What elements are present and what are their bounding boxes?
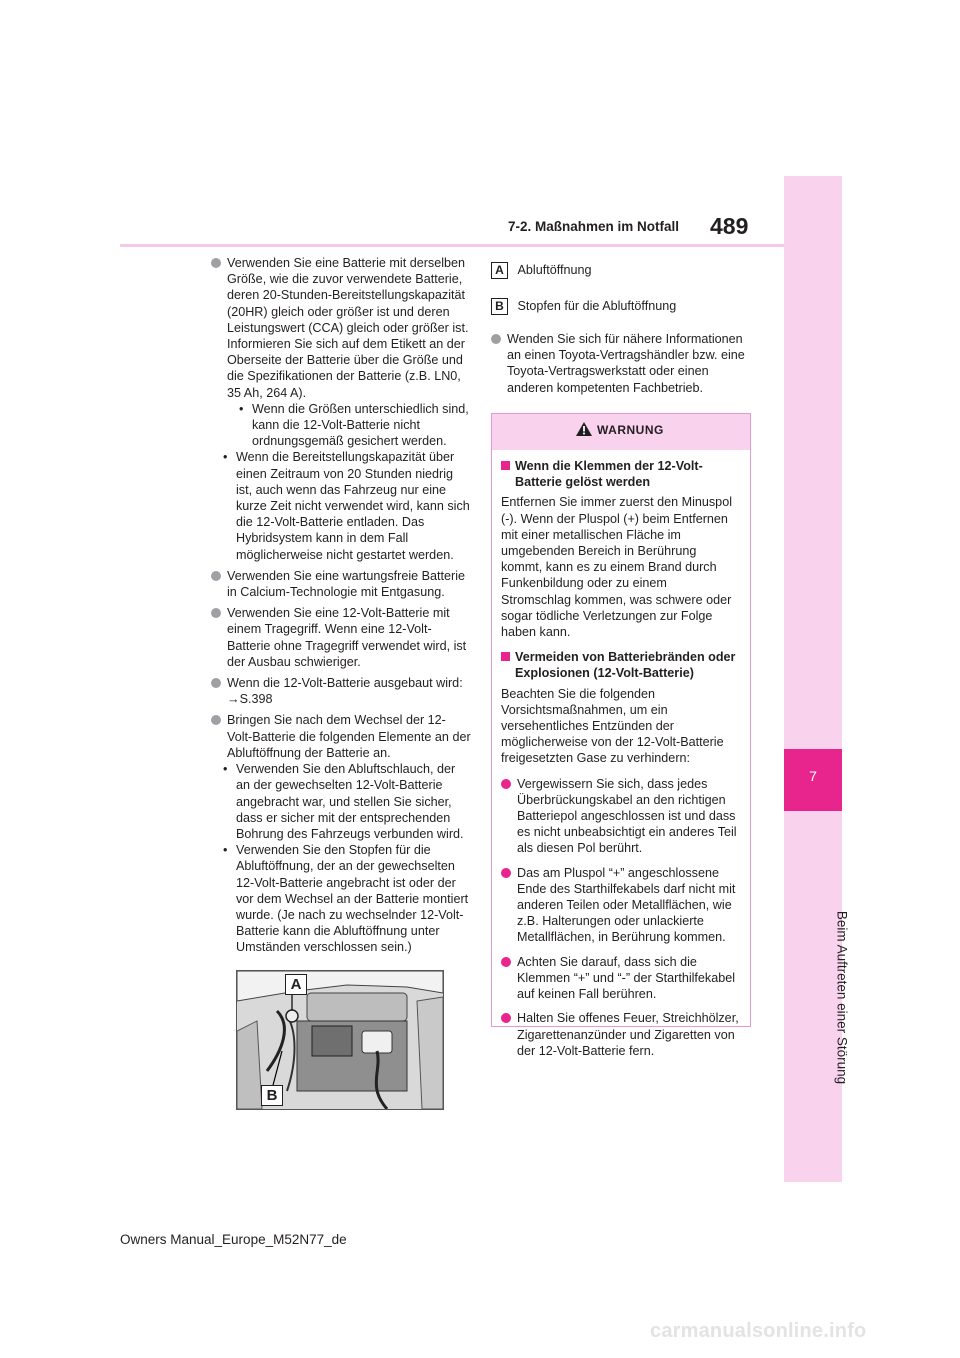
list-item: Wenn die 12-Volt-Batterie ausgebaut wird: →S.398 xyxy=(211,675,471,707)
warning-paragraph: Beachten Sie die folgenden Vorsichtsmaßnahmen, um ein versehentliches Entzünden der möglicherweise von der 12-Volt-Batterie freigesetzten Gase zu verhindern: xyxy=(501,686,724,766)
warning-header xyxy=(492,414,750,450)
figure-label-b: B xyxy=(261,1085,283,1106)
warning-title: WARNUNG xyxy=(597,423,664,437)
warning-bullet: Halten Sie offenes Feuer, Streichhölzer, Zigarettenanzünder und Zigaretten von der 12-Volt-Batterie fern. xyxy=(501,1010,740,1059)
bullet-text: Bringen Sie nach dem Wechsel der 12-Volt-Batterie die folgenden Elemente an der Abluftöffnung der Batterie an. xyxy=(227,713,471,760)
warning-triangle-icon xyxy=(575,421,593,437)
list-item xyxy=(211,712,471,955)
warning-heading: Vermeiden von Batteriebränden oder Explosionen (12-Volt-Batterie) xyxy=(501,649,740,681)
right-bullets xyxy=(491,331,749,401)
warning-paragraph: Entfernen Sie immer zuerst den Minuspol (-). Wenn der Pluspol (+) beim Entfernen mit einer metallischen Fläche im umgebenden Bereich in Berührung kommt, kann es zu einem Brand durch Funkenbildung oder zu einem Stromschlag kommen, was schwere oder sogar tödliche Verletzungen zur Folge haben kann. xyxy=(501,495,732,640)
manual-footer: Owners Manual_Europe_M52N77_de xyxy=(120,1232,347,1247)
chapter-title: Beim Auftreten einer Störung xyxy=(834,910,850,1085)
warning-body xyxy=(492,450,750,1059)
sub-item: • Wenn die Größen unterschiedlich sind, kann die 12-Volt-Batterie nicht ordnungsgemäß gesichert werden. xyxy=(227,401,471,450)
list-item xyxy=(211,255,471,563)
chapter-side-tab xyxy=(784,176,842,1182)
warning-bullet: Achten Sie darauf, dass sich die Klemmen “+” und “-” der Starthilfekabel auf keinen Fall berühren. xyxy=(501,954,740,1003)
sub-item: • Verwenden Sie den Abluftschlauch, der an der gewechselten 12-Volt-Batterie angebracht war, und stellen Sie sicher, dass er sicher mit der entsprechenden Bohrung des Fahrzeugs verbunden wird. xyxy=(211,761,471,842)
legend-letter-a: A xyxy=(491,262,508,279)
legend-item-b xyxy=(491,298,751,318)
bullet-text: Verwenden Sie eine Batterie mit derselben Größe, wie die zuvor verwendete Batterie, deren 20-Stunden-Bereitstellungskapazität (20HR) gleich oder größer ist und deren Leistungswert (CCA) gleich oder größer ist. Informieren Sie sich auf dem Etikett an der Oberseite der Batterie über die Größe und die Spezifikationen der Batterie (z.B. LN0, 35 Ah, 264 A). xyxy=(227,256,469,400)
list-item: Wenden Sie sich für nähere Informationen an einen Toyota-Vertragshändler bzw. eine Toyota-Vertragswerkstatt oder einen anderen kompetenten Fachbetrieb. xyxy=(491,331,749,396)
figure-label-a: A xyxy=(285,974,307,995)
list-item: Verwenden Sie eine 12-Volt-Batterie mit einem Tragegriff. Wenn eine 12-Volt-Batterie ohne Tragegriff verwendet wird, ist der Ausbau schwieriger. xyxy=(211,605,471,670)
page-number: 489 xyxy=(710,213,749,239)
figure-legend xyxy=(491,262,751,318)
section-title: 7-2. Maßnahmen im Notfall xyxy=(508,219,680,234)
left-column xyxy=(211,255,471,961)
sub-item: • Verwenden Sie den Stopfen für die Abluftöffnung, der an der gewechselten 12-Volt-Batterie angebracht ist oder der vor dem Wechsel an der Batterie montiert wurde. (Je nach zu wechselnder 12-Volt-Batterie kann die Abluftöffnung unter Umständen verschlossen sein.) xyxy=(211,842,471,955)
warning-bullet: Das am Pluspol “+” angeschlossene Ende des Starthilfekabels darf nicht mit anderen Teilen oder Metallflächen, wie z.B. Halterungen oder unlackierte Metallflächen, in Berührung kommen. xyxy=(501,865,740,946)
legend-text-a: Abluftöffnung xyxy=(517,263,592,277)
battery-vent-figure xyxy=(236,970,444,1110)
warning-box xyxy=(491,413,751,1058)
list-item: Verwenden Sie eine wartungsfreie Batterie in Calcium-Technologie mit Entgasung. xyxy=(211,568,471,600)
warning-bullet: Vergewissern Sie sich, dass jedes Überbrückungskabel an den richtigen Batteriepol angeschlossen ist und dass es nicht unbeabsichtigt ein anderes Teil als diesen Pol berührt. xyxy=(501,776,740,857)
header-rule xyxy=(120,244,784,247)
watermark: carmanualsonline.info xyxy=(650,1320,867,1342)
legend-item-a xyxy=(491,262,751,282)
warning-heading: Wenn die Klemmen der 12-Volt-Batterie gelöst werden xyxy=(501,458,740,490)
sub-item: • Wenn die Bereitstellungskapazität über einen Zeitraum von 20 Stunden niedrig ist, auch wenn das Fahrzeug nur eine kurze Zeit nicht verwendet wird, kann sich die 12-Volt-Batterie entladen. Das Hybridsystem kann in dem Fall möglicherweise nicht gestartet werden. xyxy=(211,449,471,562)
legend-letter-b: B xyxy=(491,298,508,315)
legend-text-b: Stopfen für die Abluftöffnung xyxy=(517,299,677,313)
chapter-number: 7 xyxy=(809,768,817,784)
